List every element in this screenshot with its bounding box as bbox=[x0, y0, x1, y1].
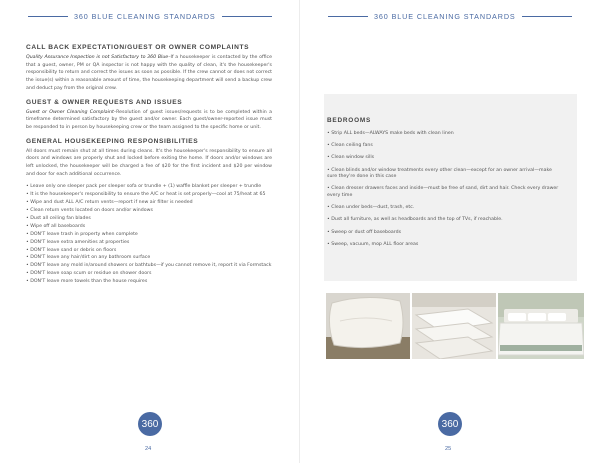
list-item: • Wipe and dust ALL A/C return vents—report if new air filter is needed bbox=[26, 200, 193, 206]
list-item: • Clean under beds—dust, trash, etc. bbox=[327, 205, 415, 211]
section-body-general: All doors must remain shut at all times during cleans. It's the housekeeper's responsibility to ensure all doors and windows are properly shut and locked before exiting the home. If doors and/or windows are left unlocked, the housekeeper will be charged a fee of $20 for the first incident and $20 per window and door for each additional occurrence. bbox=[26, 148, 272, 177]
header-rule-right bbox=[522, 16, 572, 17]
made-bed-photo bbox=[498, 293, 584, 359]
pillow-photo bbox=[326, 293, 410, 359]
list-item: • Clean window sills bbox=[327, 155, 375, 161]
list-item: • DON'T leave trash in property when complete bbox=[26, 231, 138, 237]
list-item: • Clean blinds and/or window treatments every other clean—except for an owner arrival—make sure they're done in this case bbox=[327, 167, 552, 180]
header-rule-right bbox=[222, 16, 272, 17]
list-item: • DON'T leave extra amenities at properties bbox=[26, 239, 130, 245]
list-item: • DON'T leave any hair/dirt on any bathroom surface bbox=[26, 255, 151, 261]
list-item: • Clean dresser drawers faces and inside—must be free of sand, dirt and hair. Check every drawer every time bbox=[327, 186, 559, 198]
list-item: • DON'T leave any mold in/around showers or bathtubs—if you cannot remove it, report it via Formstack bbox=[26, 263, 272, 269]
list-item: • Strip ALL beds—ALWAYS make beds with clean linen bbox=[327, 131, 454, 136]
list-item: • It is the housekeeper's responsibility to ensure the A/C or heat is set properly—cool at 75/heat at 65 bbox=[26, 192, 266, 198]
header-title: 360 BLUE CLEANING STANDARDS bbox=[74, 11, 216, 21]
list-item: • DON'T leave more towels than the house requires bbox=[26, 279, 148, 285]
section-heading-general: GENERAL HOUSEKEEPING RESPONSIBILITIES bbox=[26, 137, 199, 145]
responsibility-list bbox=[26, 184, 272, 285]
brand-logo: 360 bbox=[138, 412, 162, 436]
header-rule-left bbox=[328, 16, 368, 17]
header-rule-left bbox=[28, 16, 68, 17]
section-text-requests: –Resolution of guest issues/requests is to be completed within a timeframe determined satisfactory by the guest and/or owner. Each guest/owner-reported issue must be responded to in person by housekeeping crew or the team assigned to the specific home or unit. bbox=[26, 109, 272, 130]
list-item: • DON'T leave sand or debris on floors bbox=[26, 247, 117, 253]
list-item: • Sweep or dust off baseboards bbox=[327, 229, 402, 235]
list-item: • DON'T leave soap scum or residue on shower doors bbox=[26, 271, 152, 277]
bedrooms-heading: BEDROOMS bbox=[327, 117, 372, 124]
list-item: • Leave only one sleeper pack per sleeper sofa or trundle + (1) waffle blanket per sleeper + trundle bbox=[26, 184, 262, 190]
page-number: 24 bbox=[145, 446, 152, 452]
header-title: 360 BLUE CLEANING STANDARDS bbox=[374, 11, 516, 21]
section-heading-callback: CALL BACK EXPECTATION/GUEST OR OWNER COMPLAINTS bbox=[26, 44, 250, 51]
brand-logo: 360 bbox=[438, 412, 462, 436]
list-item: • Wipe off all baseboards bbox=[26, 223, 86, 229]
list-item: • Clean return vents located on doors and/or windows bbox=[26, 208, 153, 214]
section-body-requests bbox=[26, 109, 272, 132]
list-item: • Clean ceiling fans bbox=[327, 143, 373, 149]
list-item: • Sweep, vacuum, mop ALL floor areas bbox=[327, 241, 419, 247]
left-content bbox=[26, 44, 272, 287]
section-lead-callback: Quality Assurance Inspection is not Satisfactory to 360 Blue bbox=[26, 55, 169, 60]
section-body-callback bbox=[26, 54, 272, 93]
list-item: • Dust all furniture, as well as headboards and the top of TVs, if reachable. bbox=[327, 217, 503, 223]
page-header bbox=[328, 10, 572, 22]
page-header bbox=[28, 10, 272, 22]
page-number: 25 bbox=[445, 446, 452, 452]
section-text-callback: –If a housekeeper is contacted by the office that a guest, owner, PM or QA inspector is not happy with the quality of clean, it's the housekeeper's responsibility to return and correct the issues as soon as possible. If the crew cannot or does not correct the issue(s) within a reasonable amount of time, the housekeeping department will send a backup crew and deduct pay from the original crew. bbox=[26, 55, 272, 91]
section-heading-requests: GUEST & OWNER REQUESTS AND ISSUES bbox=[26, 98, 183, 106]
bedrooms-list bbox=[327, 131, 561, 254]
folded-towels-photo bbox=[412, 293, 496, 359]
section-lead-requests: Guest or Owner Cleaning Complaint bbox=[26, 109, 114, 115]
list-item: • Dust all ceiling fan blades bbox=[26, 216, 91, 221]
